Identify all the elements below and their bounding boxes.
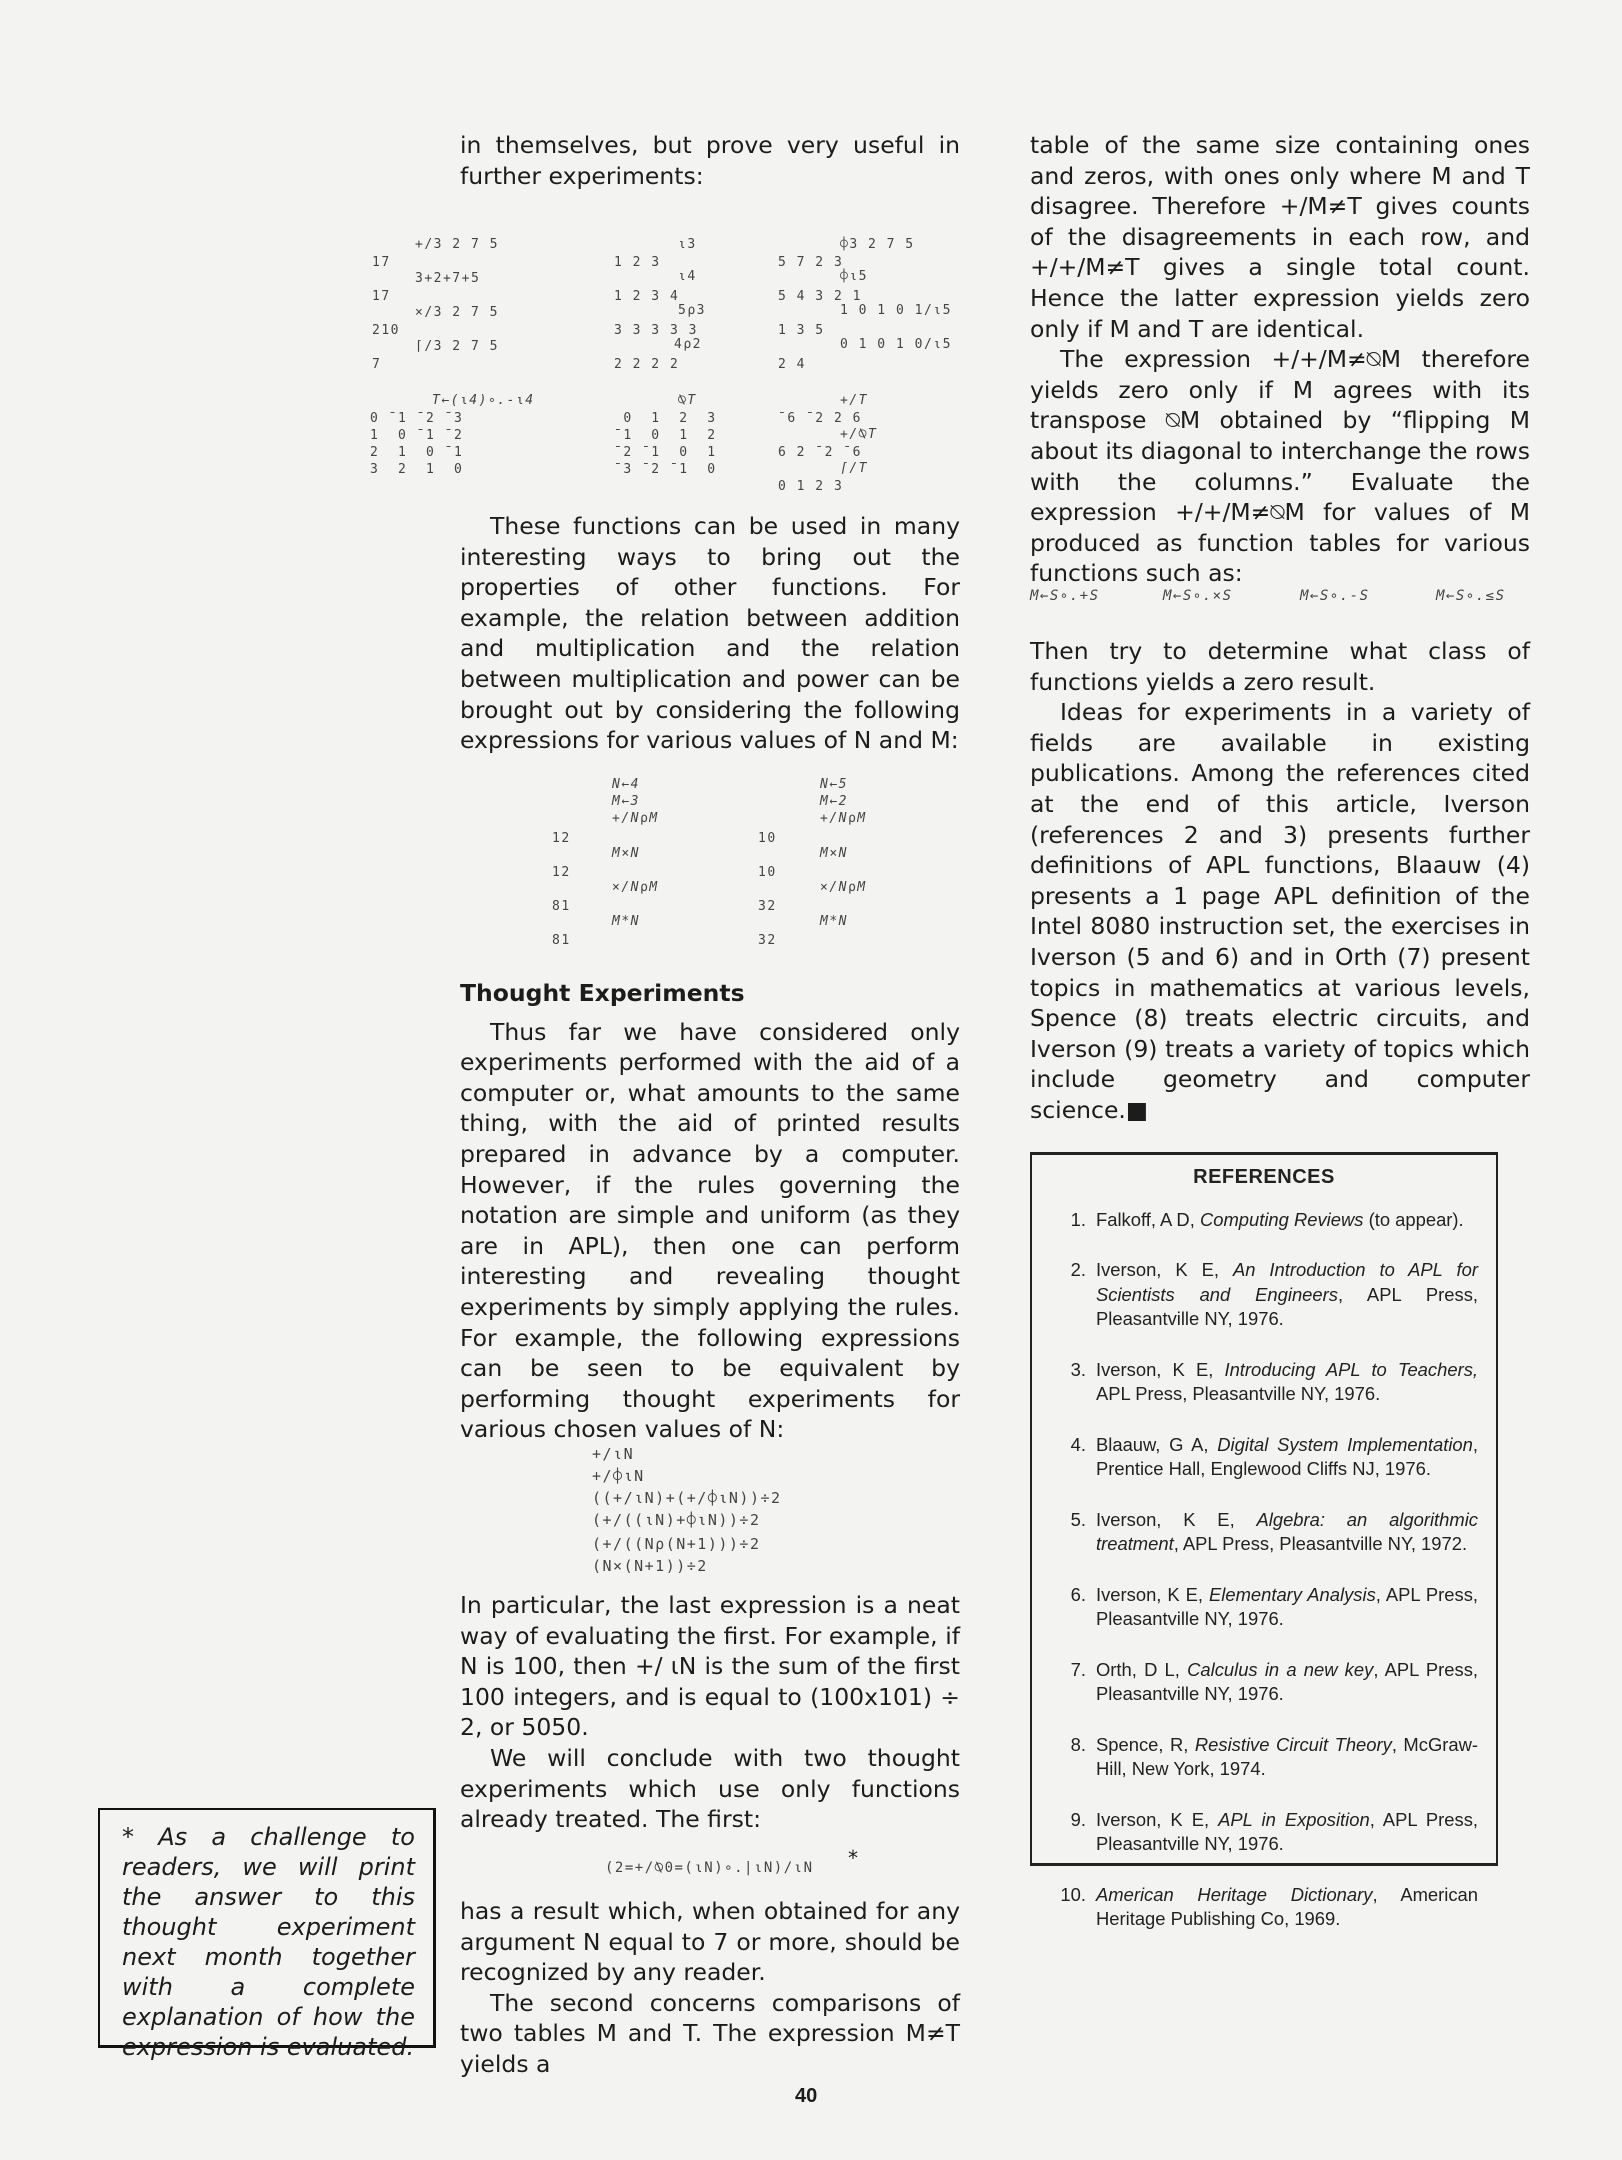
apl-right-line-4: M×N: [820, 846, 848, 861]
apl-expr-1: +/⍳N: [592, 1445, 635, 1463]
references-box: [1030, 1152, 1498, 1929]
reference-item: 3. Iverson, K E, Introducing APL to Teachers, APL Press, Pleasantville NY, 1976.: [1070, 1358, 1478, 1404]
right-para-transpose: The expression +/+/M≠⍉M therefore yields zero only if M agrees with its transpose ⍉M obtained by “flipping M about its diagonal to interchange the rows with the columns.” Evaluate the expression +/+/M≠⍉M for values of M produced as function tables for various functions such as:: [1030, 345, 1530, 588]
apl-left-line-3: +/N⍴M: [612, 811, 659, 826]
apl-left-line-6: M*N: [612, 914, 640, 929]
apl-sum-transpose-result: 6 2 ¯2 ¯6: [778, 445, 862, 460]
apl-left-result-3: 81: [552, 899, 571, 914]
reference-item: 10. American Heritage Dictionary, American Heritage Publishing Co, 1969.: [1060, 1883, 1478, 1929]
apl-sum-t-result: ¯6 ¯2 2 6: [778, 411, 862, 426]
apl-col1-out-1: 17: [372, 255, 391, 270]
apl-expr-6: (N×(N+1))÷2: [592, 1557, 708, 1575]
apl-col3-out-3: 1 3 5: [778, 323, 825, 338]
right-para-table: table of the same size containing ones and zeros, with ones only where M and T disagree. Therefore +/M≠T gives counts of the disagreements in each row, and +/+/M≠T gives a single total count. Hence the latter expression yields zero only if M and T are identical.: [1030, 131, 1530, 343]
apl-max-t: ⌈/T: [840, 461, 868, 476]
left-para-particular: In particular, the last expression is a neat way of evaluating the first. For example, if N is 100, then +/ ⍳N is the sum of the first 100 integers, and is equal to (100x101) ÷ 2, or 5050. We will conclude with two thought experiments which use only functions already treated. The first:: [460, 1591, 960, 1834]
reference-item: 1. Falkoff, A D, Computing Reviews (to appear).: [1070, 1208, 1464, 1230]
apl-t-definition: T←(⍳4)∘.-⍳4: [432, 393, 535, 408]
apl-right-line-6: M*N: [820, 914, 848, 929]
apl-col1-out-2: 17: [372, 289, 391, 304]
apl-col2-out-2: 1 2 3 4: [614, 289, 680, 304]
reference-item: 2. Iverson, K E, An Introduction to APL for Scientists and Engineers, APL Press, Pleasantville NY, 1976.: [1070, 1259, 1478, 1329]
apl-left-line-1: N←4: [612, 777, 640, 792]
apl-sum-transpose: +/⍉T: [840, 427, 878, 442]
section-heading: Thought Experiments: [460, 979, 745, 1007]
apl-col1-out-4: 7: [372, 357, 382, 372]
thought-experiments-section: [460, 978, 960, 1445]
apl-example-minus: M←S∘.-S: [1300, 588, 1370, 604]
apl-col2-in-1: ⍳3: [678, 237, 697, 252]
apl-left-result-4: 81: [552, 933, 571, 948]
right-para-class: Then try to determine what class of functions yields a zero result.: [1030, 637, 1530, 696]
apl-example-leq: M←S∘.≤S: [1436, 588, 1506, 604]
apl-expr-4: (+/((⍳N)+⌽⍳N))÷2: [592, 1511, 761, 1529]
left-para-result: has a result which, when obtained for any argument N equal to 7 or more, should be recognized by any reader. The second concerns comparisons of two tables M and T. The expression M≠T yields a: [460, 1897, 960, 2078]
reference-item: 8. Spence, R, Resistive Circuit Theory, McGraw-Hill, New York, 1974.: [1070, 1733, 1479, 1779]
apl-col2-in-2: ⍳4: [678, 269, 697, 284]
apl-expr-2: +/⌽⍳N: [592, 1467, 645, 1485]
apl-right-line-3: +/N⍴M: [820, 811, 867, 826]
apl-right-result-1: 10: [758, 831, 777, 846]
reference-item: 5. Iverson, K E, Algebra: an algorithmic treatment, APL Press, Pleasantville NY, 1972.: [1070, 1508, 1478, 1554]
apl-transpose-label: ⍉T: [678, 393, 697, 408]
reference-item: 7. Orth, D L, Calculus in a new key, APL Press, Pleasantville NY, 1976.: [1070, 1658, 1478, 1704]
apl-col1-in-3: ×/3 2 7 5: [415, 305, 499, 320]
apl-col3-out-1: 5 7 2 3: [778, 255, 844, 270]
apl-right-result-2: 10: [758, 865, 777, 880]
apl-col3-out-4: 2 4: [778, 357, 806, 372]
apl-right-result-4: 32: [758, 933, 777, 948]
apl-t-row-4: 3 2 1 0: [370, 462, 464, 477]
right-column-text-2: [1030, 636, 1530, 1126]
references-title: REFERENCES: [1193, 1166, 1335, 1188]
apl-col2-out-4: 2 2 2 2: [614, 357, 680, 372]
apl-example-plus: M←S∘.+S: [1030, 588, 1100, 604]
page-number: 40: [795, 2085, 818, 2107]
left-intro: in themselves, but prove very useful in further experiments:: [460, 131, 960, 190]
apl-col3-in-1: ⌽3 2 7 5: [840, 237, 915, 252]
apl-max-t-result: 0 1 2 3: [778, 479, 844, 494]
left-para-thought: Thus far we have considered only experiments performed with the aid of a computer or, what amounts to the same thing, with the aid of printed results prepared in advance by a computer. However, if the rules governing the notation are simple and uniform (as they are in APL), then one can perform interesting and revealing thought experiments by simply applying the rules. For example, the following expressions can be seen to be equivalent by performing thought experiments for various chosen values of N:: [460, 1017, 960, 1444]
apl-right-result-3: 32: [758, 899, 777, 914]
right-column-text: [1030, 130, 1530, 589]
apl-col2-in-3: 5⍴3: [678, 303, 706, 318]
apl-col2-in-4: 4⍴2: [674, 337, 702, 352]
apl-t-row-1: 0 ¯1 ¯2 ¯3: [370, 411, 464, 426]
apl-sum-t: +/T: [840, 393, 868, 408]
apl-col3-out-2: 5 4 3 2 1: [778, 289, 862, 304]
apl-transpose-row-3: ¯2 ¯1 0 1: [614, 445, 717, 460]
apl-col1-in-2: 3+2+7+5: [415, 271, 481, 286]
apl-expr-3: ((+/⍳N)+(+/⌽⍳N))÷2: [592, 1489, 782, 1507]
right-para-ideas: Ideas for experiments in a variety of fields are available in existing publications. Among the references cited at the end of this article, Iverson (references 2 and 3) presents further definitions of APL functions, Blaauw (4) presents a 1 page APL definition of the Intel 8080 instruction set, the exercises in Iverson (5 and 6) and in Orth (7) present topics in mathematics at various levels, Spence (8) treats electric circuits, and Iverson (9) treats a variety of topics which include geometry and computer science.■: [1030, 698, 1530, 1124]
apl-thought-experiment-expression: (2=+/⍉0=(⍳N)∘.|⍳N)/⍳N: [605, 1860, 814, 1876]
reference-item: 6. Iverson, K E, Elementary Analysis, APL Press, Pleasantville NY, 1976.: [1070, 1583, 1479, 1629]
apl-left-line-2: M←3: [612, 794, 640, 809]
apl-left-line-4: M×N: [612, 846, 640, 861]
apl-right-line-2: M←2: [820, 794, 848, 809]
apl-col1-in-1: +/3 2 7 5: [415, 237, 499, 252]
apl-left-line-5: ×/N⍴M: [612, 880, 659, 895]
apl-expr-5: (+/((N⍴(N+1)))÷2: [592, 1535, 761, 1553]
asterisk-footnote-marker: *: [848, 1846, 858, 1870]
left-para-functions: These functions can be used in many interesting ways to bring out the properties of other functions. For example, the relation between addition and multiplication and the relation between multiplication and power can be brought out by considering the following expressions for various values of N and M:: [460, 512, 960, 755]
apl-left-result-2: 12: [552, 865, 571, 880]
apl-col2-out-3: 3 3 3 3 3: [614, 323, 698, 338]
apl-col1-out-3: 210: [372, 323, 400, 338]
apl-col2-out-1: 1 2 3: [614, 255, 661, 270]
apl-t-row-3: 2 1 0 ¯1: [370, 445, 464, 460]
apl-col3-in-2: ⌽⍳5: [840, 269, 868, 284]
reference-item: 4. Blaauw, G A, Digital System Implementation, Prentice Hall, Englewood Cliffs NJ, 1976.: [1070, 1433, 1479, 1479]
reference-item: 9. Iverson, K E, APL in Exposition, APL Press, Pleasantville NY, 1976.: [1070, 1808, 1479, 1854]
apl-left-result-1: 12: [552, 831, 571, 846]
apl-col3-in-3: 1 0 1 0 1/⍳5: [840, 303, 952, 318]
apl-transpose-row-4: ¯3 ¯2 ¯1 0: [614, 462, 717, 477]
apl-t-row-2: 1 0 ¯1 ¯2: [370, 428, 464, 443]
apl-transpose-row-2: ¯1 0 1 2: [614, 428, 717, 443]
apl-right-line-5: ×/N⍴M: [820, 880, 867, 895]
apl-col1-in-4: ⌈/3 2 7 5: [415, 339, 499, 354]
challenge-note-box: * As a challenge to readers, we will print the answer to this thought experiment next month together with a complete explanation of how the expression is evaluated.: [98, 1808, 436, 2048]
apl-transpose-row-1: 0 1 2 3: [614, 411, 717, 426]
apl-col3-in-4: 0 1 0 1 0/⍳5: [840, 337, 952, 352]
apl-right-line-1: N←5: [820, 777, 848, 792]
apl-example-times: M←S∘.×S: [1163, 588, 1233, 604]
